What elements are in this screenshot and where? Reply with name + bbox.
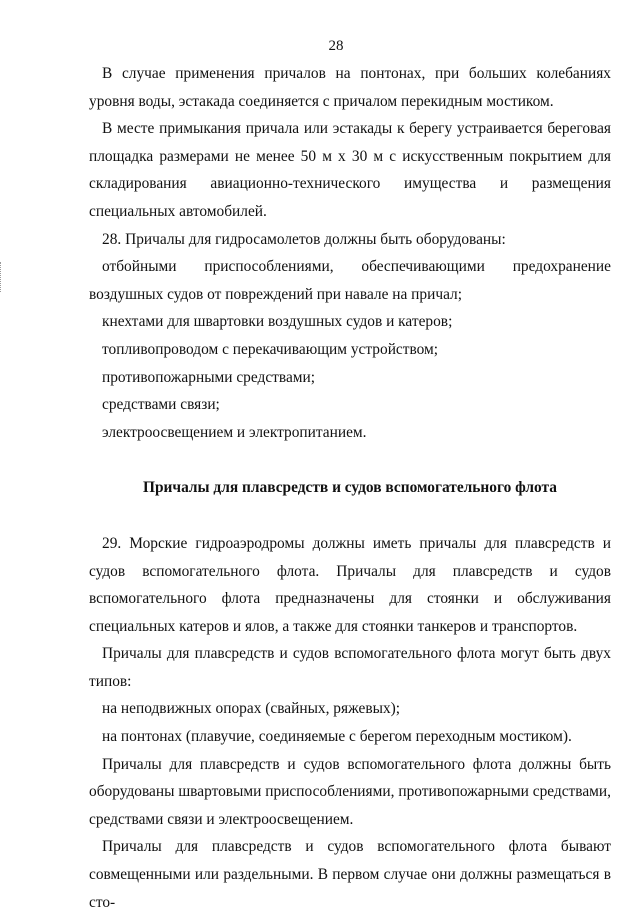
list-item: на понтонах (плавучие, соединяемые с берегом переходным мостиком). <box>102 728 572 746</box>
paragraph-equipment: Причалы для плавсредств и судов вспомогательного флота должны быть оборудованы швартовыми приспособлениями, противопожарными средствами, средствами связи и электроосвещением. <box>89 755 611 828</box>
page-number: 28 <box>328 38 344 54</box>
list-item: кнехтами для швартовки воздушных судов и катеров; <box>102 313 453 331</box>
page-body <box>89 60 611 916</box>
section-heading: Причалы для плавсредств и судов вспомогательного флота <box>143 479 557 497</box>
paragraph-item-29: 29. Морские гидроаэродромы должны иметь причалы для плавсредств и судов вспомогательного флота. Причалы для плавсредств и судов вспомогательного флота предназначены для стоянки и обслуживания специальных катеров и ялов, а также для стоянки танкеров и транспортов. <box>89 534 611 635</box>
paragraph-types: Причалы для плавсредств и судов вспомогательного флота могут быть двух типов: <box>89 645 611 690</box>
list-item: противопожарными средствами; <box>102 368 316 386</box>
paragraph-combined-separate: Причалы для плавсредств и судов вспомогательного флота бывают совмещенными или раздельными. В первом случае они должны размещаться в сто- <box>89 838 611 911</box>
list-item: средствами связи; <box>102 396 220 414</box>
scan-edge-mark <box>0 262 3 292</box>
list-item: топливопроводом с перекачивающим устройством; <box>102 340 439 358</box>
paragraph-item-28: 28. Причалы для гидросамолетов должны быть оборудованы: <box>102 230 506 248</box>
paragraph-pontoon-bridge: В случае применения причалов на понтонах, при больших колебаниях уровня воды, эстакада соединяется с причалом перекидным мостиком. <box>89 65 611 110</box>
list-item: отбойными приспособлениями, обеспечивающими предохранение воздушных судов от повреждений при навале на причал; <box>89 258 611 303</box>
paragraph-shore-area: В месте примыкания причала или эстакады к берегу устраивается береговая площадка размерами не менее 50 м х 30 м с искусственным покрытием для складирования авиационно-технического имущества и размещения специальных автомобилей. <box>89 120 611 220</box>
list-item: электроосвещением и электропитанием. <box>102 423 367 441</box>
list-item: на неподвижных опорах (свайных, ряжевых); <box>102 700 401 718</box>
